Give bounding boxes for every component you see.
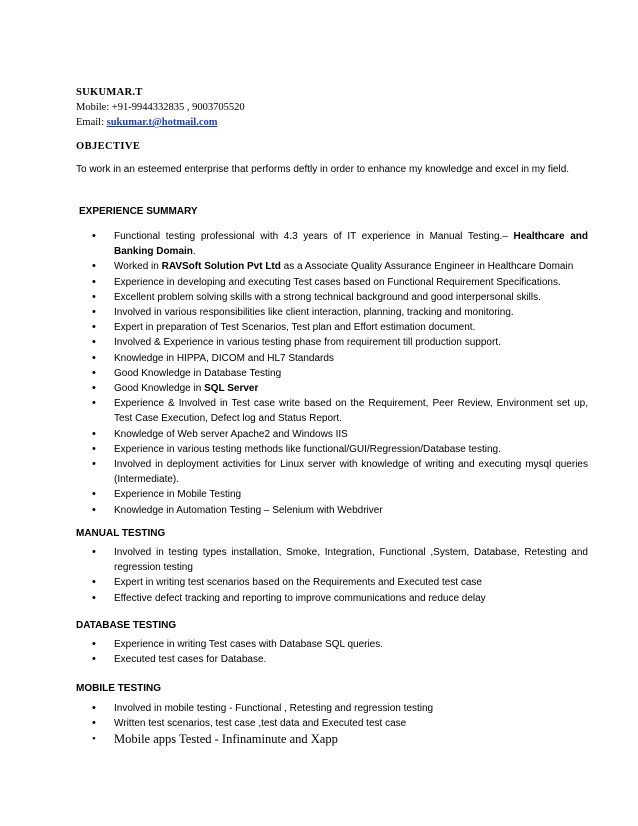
manual-testing-item: • Expert in writing test scenarios based on the Requirements and Executed test case	[92, 575, 588, 590]
experience-item: • Experience & Involved in Test case write based on the Requirement, Peer Review, Environment set up, Test Case Execution, Defect log and Status Report.	[92, 396, 588, 426]
experience-heading: EXPERIENCE SUMMARY	[79, 206, 198, 217]
database-testing-item: • Experience in writing Test cases with Database SQL queries.	[92, 637, 588, 652]
database-testing-heading: DATABASE TESTING	[76, 620, 177, 631]
experience-item: • Expert in preparation of Test Scenarios, Test plan and Effort estimation document.	[92, 320, 588, 335]
manual-testing-list	[92, 545, 588, 606]
mobile-line: Mobile: +91-9944332835 , 9003705520	[76, 102, 245, 113]
mobile-testing-list	[92, 701, 588, 748]
email-line	[76, 115, 245, 130]
candidate-name: SUKUMAR.T	[76, 87, 143, 98]
manual-testing-item: • Effective defect tracking and reporting to improve communications and reduce delay	[92, 591, 588, 606]
experience-item: • Knowledge in Automation Testing – Selenium with Webdriver	[92, 503, 588, 518]
experience-item: • Involved & Experience in various testing phase from requirement till production support.	[92, 335, 588, 350]
experience-item: • Worked in RAVSoft Solution Pvt Ltd as a Associate Quality Assurance Engineer in Healthcare Domain	[92, 259, 588, 274]
manual-testing-heading: MANUAL TESTING	[76, 528, 166, 539]
email-label: Email:	[76, 117, 104, 128]
email-link[interactable]: sukumar.t@hotmail.com	[106, 117, 218, 128]
experience-item: • Functional testing professional with 4.3 years of IT experience in Manual Testing.– Healthcare and Banking Domain.	[92, 229, 588, 259]
experience-item: • Good Knowledge in SQL Server	[92, 381, 588, 396]
manual-testing-item: • Involved in testing types installation, Smoke, Integration, Functional ,System, Database, Retesting and regression testing	[92, 545, 588, 575]
mobile-testing-item: • Written test scenarios, test case ,test data and Executed test case	[92, 716, 588, 731]
objective-text: To work in an esteemed enterprise that performs deftly in order to enhance my knowledge and excel in my field.	[76, 164, 570, 175]
database-testing-item: • Executed test cases for Database.	[92, 652, 588, 667]
experience-item: • Excellent problem solving skills with a strong technical background and good interpersonal skills.	[92, 290, 588, 305]
objective-heading: OBJECTIVE	[76, 141, 141, 152]
experience-item: • Knowledge of Web server Apache2 and Windows IIS	[92, 427, 588, 442]
contact-header	[76, 85, 245, 130]
experience-item: • Experience in developing and executing Test cases based on Functional Requirement Specifications.	[92, 275, 588, 290]
mobile-testing-item: • Mobile apps Tested - Infinaminute and Xapp	[92, 731, 588, 748]
experience-item: • Good Knowledge in Database Testing	[92, 366, 588, 381]
mobile-testing-heading: MOBILE TESTING	[76, 683, 161, 694]
experience-list	[92, 229, 588, 518]
experience-item: • Involved in various responsibilities like client interaction, planning, tracking and monitoring.	[92, 305, 588, 320]
database-testing-list	[92, 637, 588, 667]
experience-item: • Experience in Mobile Testing	[92, 487, 588, 502]
mobile-testing-item: • Involved in mobile testing - Functional , Retesting and regression testing	[92, 701, 588, 716]
experience-item: • Knowledge in HIPPA, DICOM and HL7 Standards	[92, 351, 588, 366]
experience-item: • Involved in deployment activities for Linux server with knowledge of writing and executing mysql queries (Intermediate).	[92, 457, 588, 487]
experience-item: • Experience in various testing methods like functional/GUI/Regression/Database testing.	[92, 442, 588, 457]
